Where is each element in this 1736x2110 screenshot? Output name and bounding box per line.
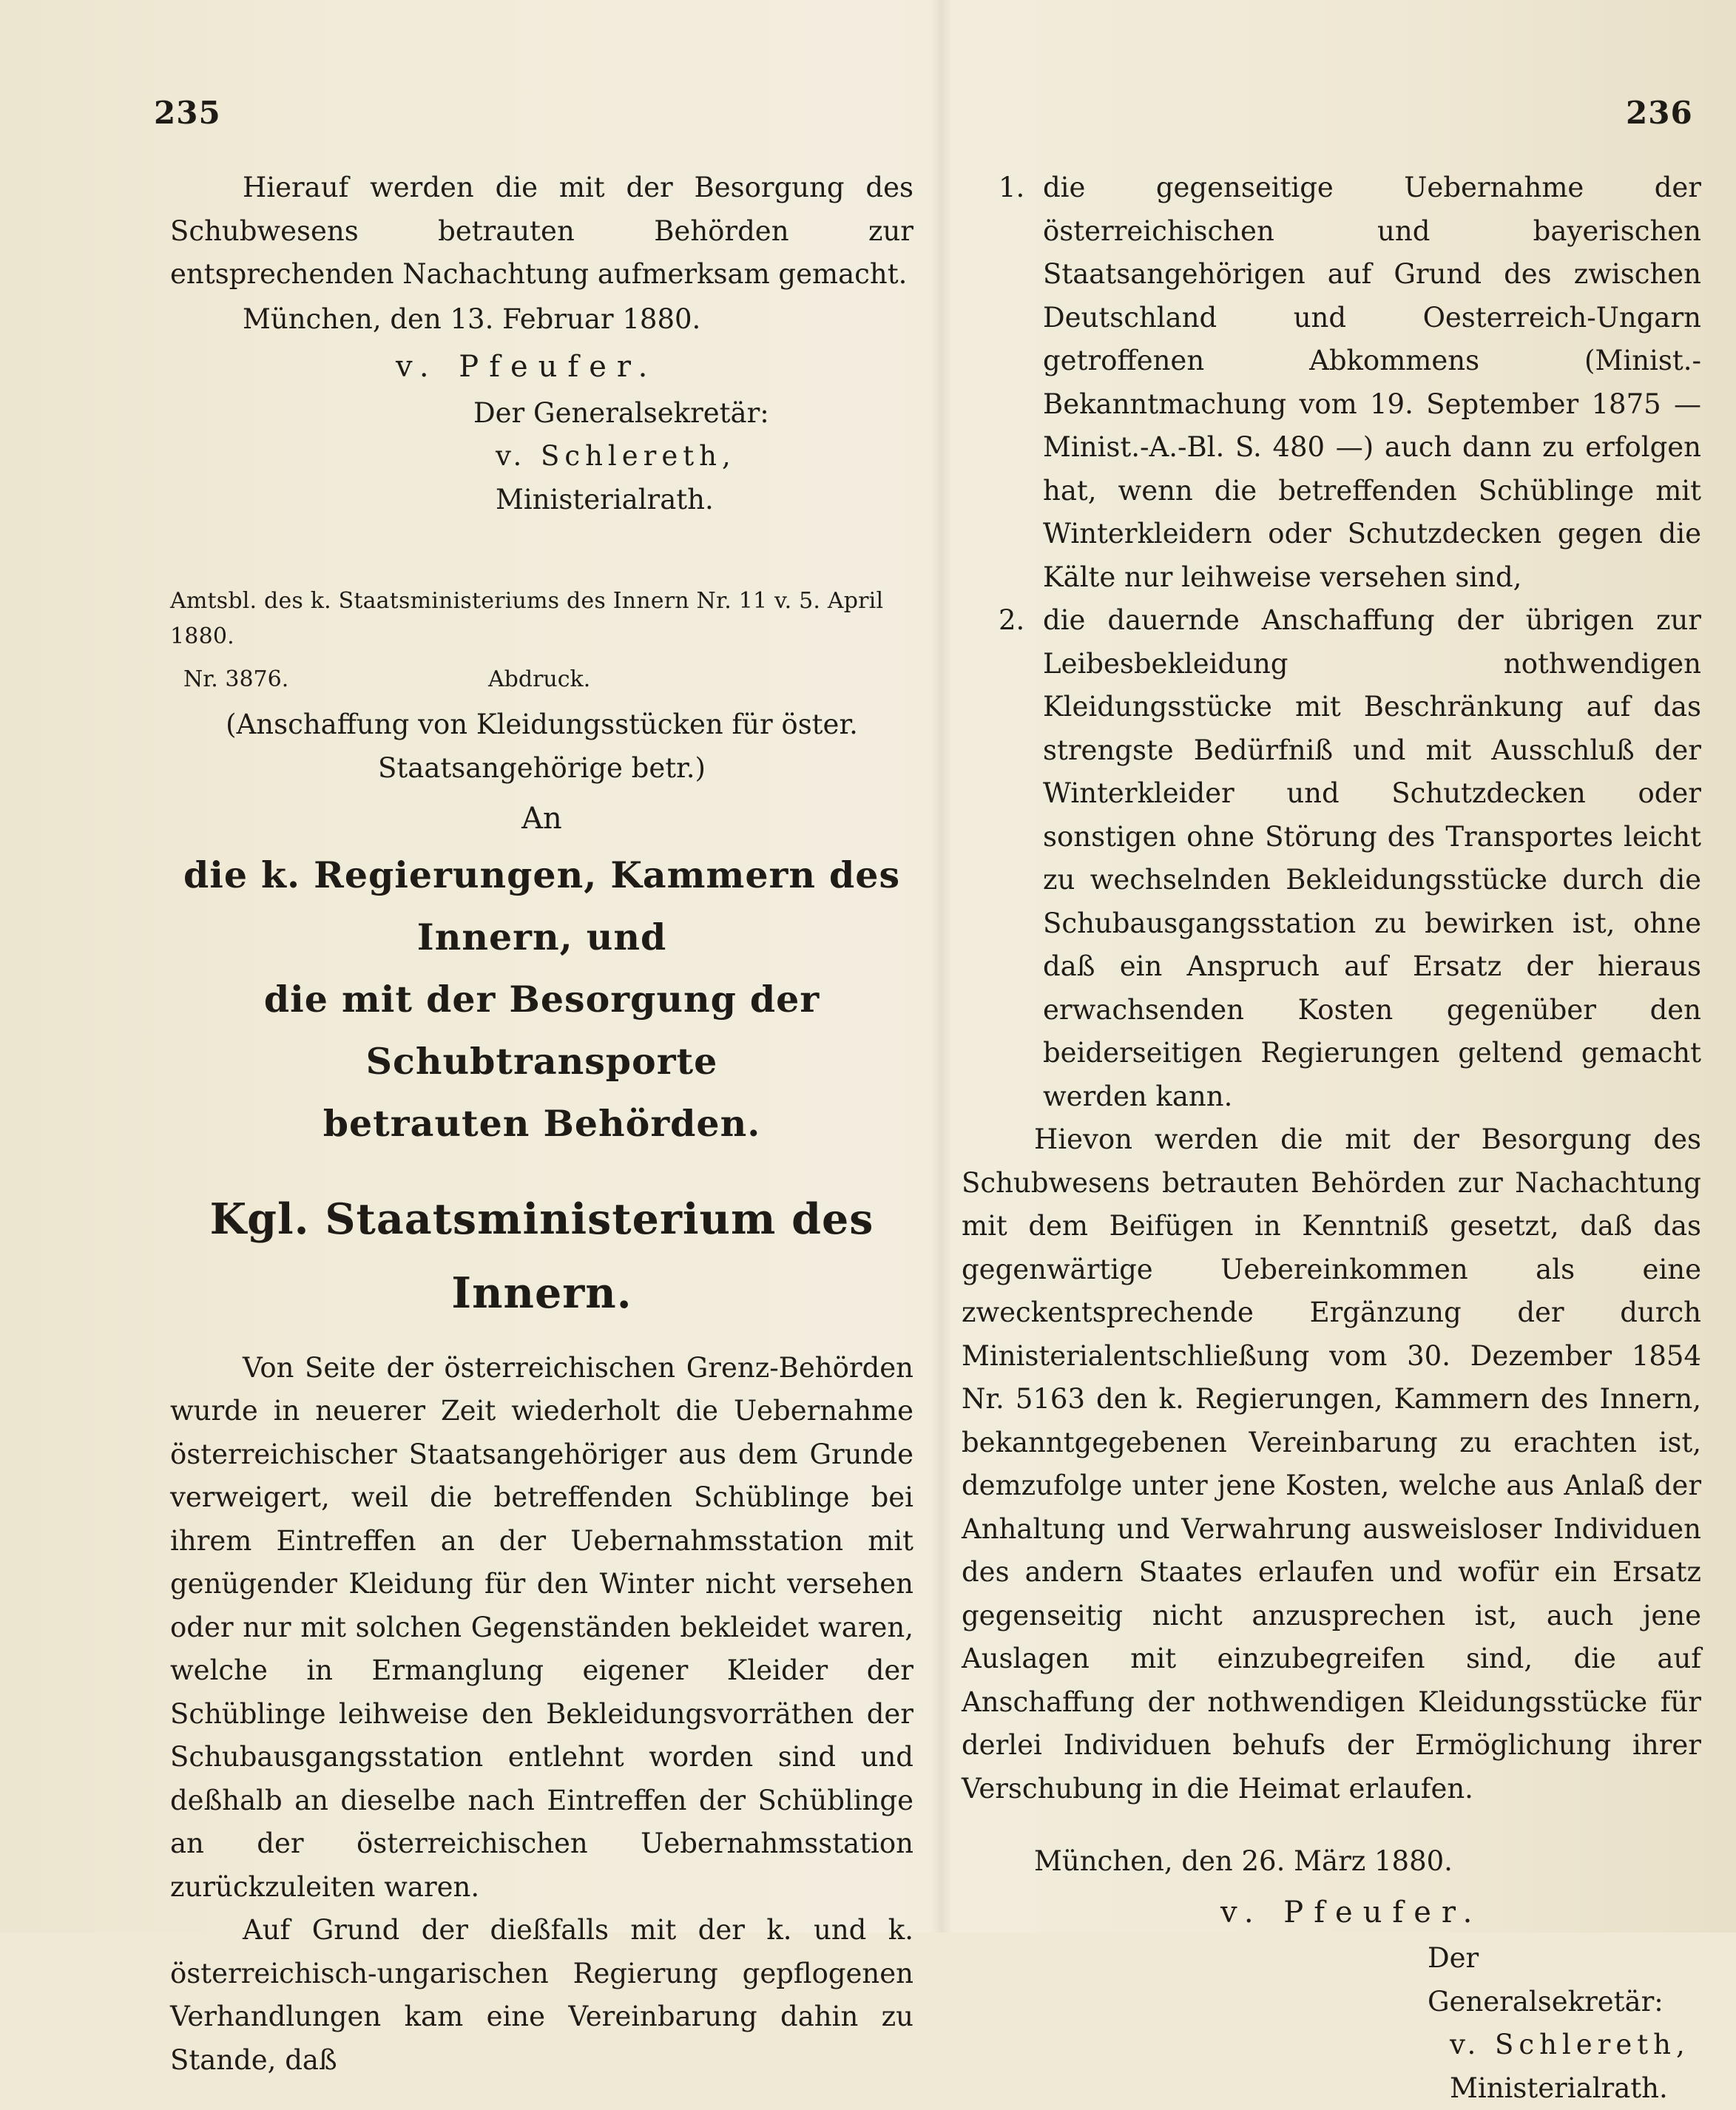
right-date-line: München, den 26. März 1880.	[962, 1840, 1701, 1884]
number-line	[170, 662, 913, 697]
ministry-heading: Kgl. Staatsministerium des Innern.	[170, 1183, 913, 1330]
right-column	[962, 166, 1701, 2110]
list-item-text: die gegenseitige Uebernahme der österreichischen und bayerischen Staatsangehörigen auf Grund des zwischen Deutschland und Oesterreich-Ungarn getroffenen Abkommens (Minist.-Bekanntmachung vom 19. September 1875 — Minist.-A.-Bl. S. 480 —) auch dann zu erfolgen hat, wenn die betreffenden Schüblinge mit Winterkleidern oder Schutzdecken gegen die Kälte nur leihweise versehen sind,	[1043, 172, 1701, 593]
left-date-line: München, den 13. Februar 1880.	[170, 298, 913, 342]
list-item	[962, 599, 1701, 1118]
source-citation: Amtsbl. des k. Staatsministeriums des Innern Nr. 11 v. 5. April 1880.	[170, 584, 913, 655]
body-paragraph-1: Von Seite der österreichischen Grenz-Behörden wurde in neuerer Zeit wiederholt die Uebernahme österreichischer Staatsangehöriger aus dem Grunde verweigert, weil die betreffenden Schüblinge bei ihrem Eintreffen an der Uebernahmsstation mit genügender Kleidung für den Winter nicht versehen oder nur mit solchen Gegenständen bekleidet waren, welche in Ermanglung eigener Kleider der Schüblinge leihweise den Bekleidungsvorräthen der Schubausgangsstation entlehnt worden sind und deßhalb an dieselbe nach Eintreffen der Schüblinge an der österreichischen Uebernahmsstation zurückzuleiten waren.	[170, 1347, 913, 1910]
left-page-number: 235	[154, 95, 221, 131]
intro-paragraph: Hierauf werden die mit der Besorgung des Schubwesens betrauten Behörden zur entsprechenden Nachachtung aufmerksam gemacht.	[170, 166, 913, 297]
left-column	[170, 166, 913, 2082]
list-item-number: 1.	[999, 166, 1024, 210]
right-secretary-name: v. Schlereth,	[962, 2023, 1701, 2067]
list-item-text: die dauernde Anschaffung der übrigen zur Leibesbekleidung nothwendigen Kleidungsstücke mit Beschränkung auf das strengste Bedürfniß und mit Ausschluß der Winterkleider und Schutzdecken oder sonstigen ohne Störung des Transportes leicht zu wechselnden Bekleidungsstücke durch die Schubausgangsstation zu bewirken ist, ohne daß ein Anspruch auf Ersatz der hieraus erwachsenden Kosten gegenüber den beiderseitigen Regierungen geltend gemacht werden kann.	[1043, 604, 1701, 1112]
left-secretary-rank: Ministerialrath.	[170, 479, 913, 522]
print-type: Abdruck.	[488, 662, 590, 697]
addressee-line-1: die k. Regierungen, Kammern des Innern, und	[170, 844, 913, 968]
addressee-line-3: betrauten Behörden.	[170, 1092, 913, 1154]
document-number: Nr. 3876.	[183, 662, 288, 697]
left-secretary-title: Der Generalsekretär:	[170, 392, 913, 436]
list-item-number: 2.	[999, 599, 1024, 643]
right-page-number: 236	[1626, 95, 1693, 131]
body-paragraph-2: Auf Grund der dießfalls mit der k. und k. österreichisch-ungarischen Regierung gepflogenen Verhandlungen kam eine Vereinbarung dahin zu Stande, daß	[170, 1909, 913, 2082]
left-signature-name: v. Pfeufer.	[170, 345, 913, 389]
right-signature-name: v. Pfeufer.	[962, 1891, 1701, 1935]
right-body-paragraph: Hievon werden die mit der Besorgung des Schubwesens betrauten Behörden zur Nachachtung mit dem Beifügen in Kenntniß gesetzt, daß das gegenwärtige Uebereinkommen als eine zweckentsprechende Ergänzung der durch Ministerialentschließung vom 30. Dezember 1854 Nr. 5163 den k. Regierungen, Kammern des Innern, bekanntgegebenen Vereinbarung zu erachten ist, demzufolge unter jene Kosten, welche aus Anlaß der Anhaltung und Verwahrung ausweisloser Individuen des andern Staates erlaufen und wofür ein Ersatz gegenseitig nicht anzusprechen ist, auch jene Auslagen mit einzubegreifen sind, die auf Anschaffung der nothwendigen Kleidungsstücke für derlei Individuen behufs der Ermöglichung ihrer Verschubung in die Heimat erlaufen.	[962, 1118, 1701, 1810]
subject-line: (Anschaffung von Kleidungsstücken für öster. Staatsangehörige betr.)	[170, 703, 913, 790]
right-secretary-rank: Ministerialrath.	[962, 2067, 1701, 2110]
list-item	[962, 166, 1701, 599]
addressee-prefix: An	[170, 797, 913, 841]
right-secretary-title: Der Generalsekretär:	[962, 1937, 1701, 2023]
page-gutter	[931, 0, 953, 1933]
addressee-line-2: die mit der Besorgung der Schubtransporte	[170, 968, 913, 1092]
left-secretary-name: v. Schlereth,	[170, 435, 913, 479]
